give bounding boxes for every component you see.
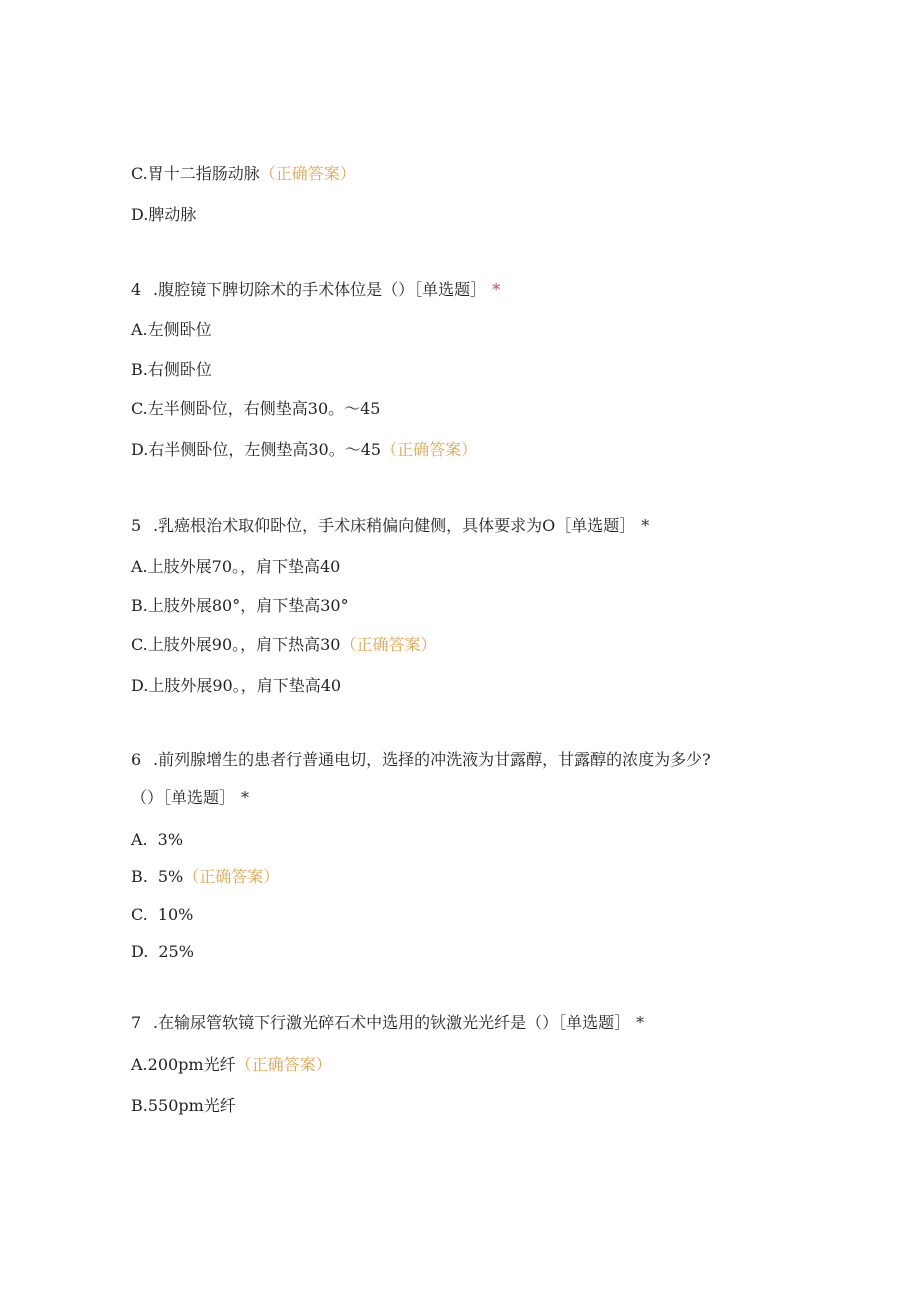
q7-option-b — [131, 1096, 236, 1116]
q4-option-d — [131, 440, 477, 460]
q6-option-a-value: 3% — [157, 830, 184, 849]
q4-title — [131, 280, 500, 300]
q5-option-d-text: D.上肢外展90。，肩下垫高40 — [131, 676, 342, 695]
q6-text: .前列腺增生的患者行普通电切，选择的冲洗液为甘露醇，甘露醇的浓度为多少? — [153, 750, 711, 769]
q4-option-d-text: D.右半侧卧位，左侧垫高30。～45 — [131, 440, 382, 459]
q6-option-a-letter: A. — [131, 830, 148, 849]
q6-option-c-value: 10% — [157, 905, 194, 924]
q3-option-c-text: C.胃十二指肠动脉 — [131, 164, 260, 183]
q3-option-d-text: D.脾动脉 — [131, 205, 197, 224]
q6-correct-answer-tag: （正确答案） — [183, 867, 280, 886]
q7-number: 7 — [131, 1013, 142, 1032]
q7-option-a-text: A.200pm光纤 — [131, 1055, 236, 1074]
q6-option-c-letter: C. — [131, 905, 148, 924]
q5-title — [131, 516, 649, 536]
q6-option-d-value: 25% — [158, 942, 194, 961]
q4-option-c-text: C.左半侧卧位，右侧垫高30。～45 — [131, 399, 381, 418]
q6-title — [131, 750, 711, 770]
q6-option-b — [131, 867, 279, 887]
q7-option-b-text: B.550pm光纤 — [131, 1096, 236, 1115]
q4-option-a — [131, 320, 212, 340]
q6-option-d-letter: D. — [131, 942, 149, 961]
q3-option-c — [131, 164, 356, 184]
q5-option-c-text: C.上肢外展90。，肩下热高30 — [131, 635, 341, 654]
q7-text: .在输尿管软镜下行激光碎石术中选用的钬激光光纤是（）［单选题］ — [153, 1013, 631, 1032]
q4-number: 4 — [131, 280, 142, 299]
q6-title-continued — [131, 788, 249, 808]
q4-option-b — [131, 360, 212, 380]
q4-option-c — [131, 399, 380, 419]
q3-correct-answer-tag: （正确答案） — [259, 164, 356, 183]
q6-option-a — [131, 830, 183, 850]
q7-correct-answer-tag: （正确答案） — [235, 1055, 332, 1074]
q4-correct-answer-tag: （正确答案） — [381, 440, 478, 459]
q6-text2: （）［单选题］ — [131, 788, 236, 807]
q6-number: 6 — [131, 750, 142, 769]
q4-option-b-text: B.右侧卧位 — [131, 360, 212, 379]
q5-number: 5 — [131, 516, 142, 535]
q6-required-mark: * — [241, 788, 250, 807]
q5-option-a — [131, 557, 340, 577]
q7-title — [131, 1013, 644, 1033]
q6-option-c — [131, 905, 193, 925]
q6-option-b-letter: B. — [131, 867, 148, 886]
q5-required-mark: * — [641, 516, 650, 535]
q7-option-a — [131, 1055, 332, 1075]
q4-text: .腹腔镜下脾切除术的手术体位是（）［单选题］ — [153, 280, 487, 299]
q5-option-a-text: A.上肢外展70。，肩下垫高40 — [131, 557, 341, 576]
q5-option-d — [131, 676, 341, 696]
q5-option-b-text: B.上肢外展80°，肩下垫高30° — [131, 596, 349, 615]
q5-option-b — [131, 596, 349, 616]
q4-required-mark: * — [492, 280, 501, 299]
q3-option-d — [131, 205, 196, 225]
q7-required-mark: * — [636, 1013, 645, 1032]
q5-correct-answer-tag: （正确答案） — [340, 635, 437, 654]
q5-text: .乳癌根治术取仰卧位，手术床稍偏向健侧，具体要求为O［单选题］ — [153, 516, 636, 535]
q6-option-b-value: 5% — [157, 867, 184, 886]
q4-option-a-text: A.左侧卧位 — [131, 320, 212, 339]
q6-option-d — [131, 942, 194, 962]
q5-option-c — [131, 635, 437, 655]
